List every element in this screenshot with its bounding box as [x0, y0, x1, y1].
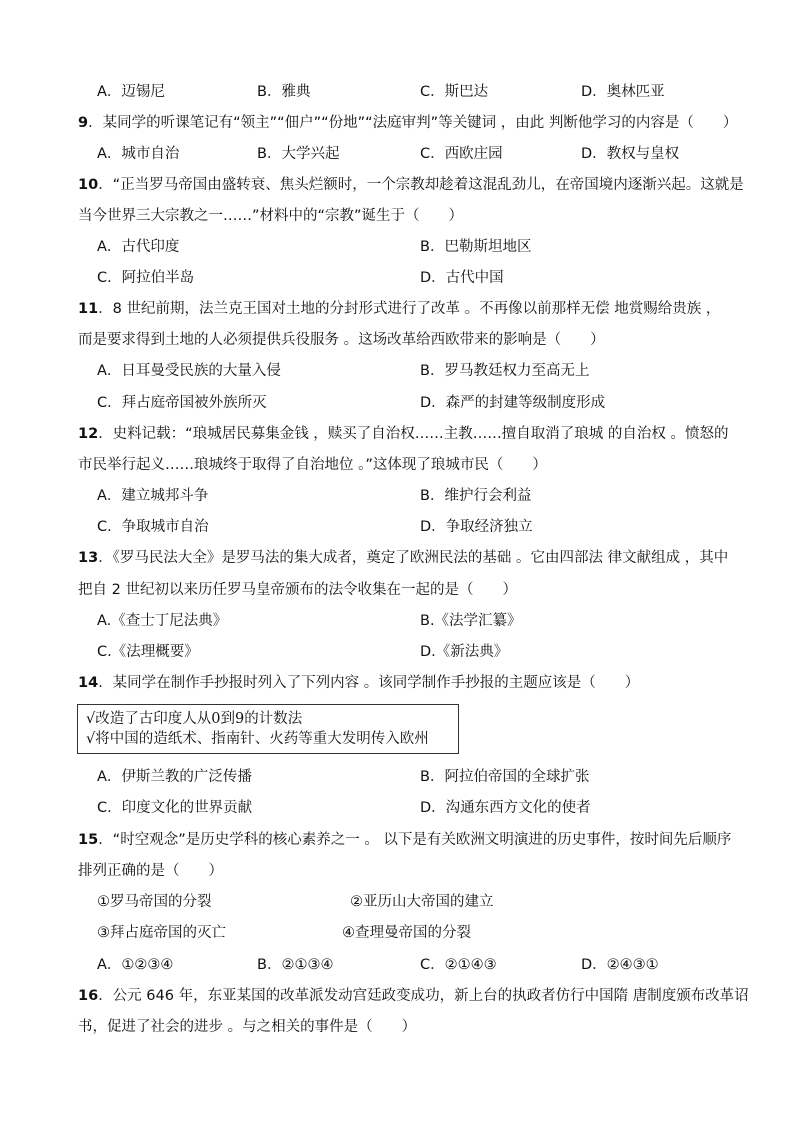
- q8-option-b: B．雅典: [257, 84, 311, 100]
- q10-number: 10: [78, 177, 99, 193]
- q9-option-b: B．大学兴起: [257, 146, 340, 162]
- q10-stem-line2: 当今世界三大宗教之一……”材料中的“宗教”诞生于（ ）: [78, 208, 464, 224]
- q15-option-a: A．①②③④: [97, 957, 174, 973]
- q15-event-4: ④查理曼帝国的分裂: [342, 925, 471, 941]
- q13-number: 13: [78, 550, 99, 566]
- q16-stem-line2: 书，促进了社会的进步 。与之相关的事件是（ ）: [78, 1019, 417, 1035]
- q11-number: 11: [78, 301, 99, 317]
- q15-option-d: D．②④③①: [581, 957, 659, 973]
- q15-stem-line1: [78, 830, 731, 850]
- q8-option-a: A．迈锡尼: [97, 84, 165, 100]
- q14-option-d: D．沟通东西方文化的使者: [420, 800, 591, 816]
- q15-stem-line2: 排列正确的是（ ）: [78, 863, 223, 879]
- q10-option-d: D．古代中国: [420, 270, 504, 286]
- q11-option-c: C．拜占庭帝国被外族所灭: [97, 395, 267, 411]
- q10-option-a: A．古代印度: [97, 239, 180, 255]
- q11-text-1: ．8 世纪前期，法兰克王国对土地的分封形式进行了改革 。不再像以前那样无偿 地赏赐给贵族 ，: [98, 301, 721, 317]
- q10-option-b: B．巴勒斯坦地区: [420, 239, 532, 255]
- q13-stem-line1: [78, 548, 728, 568]
- q15-option-c: C．②①④③: [420, 957, 497, 973]
- q15-event-3: ③拜占庭帝国的灭亡: [97, 925, 226, 941]
- q12-text-1: ．史料记载：“琅城居民募集金钱 ，赎买了自治权……主教……擅自取消了琅城 的自治权 。愤怒的: [98, 426, 729, 442]
- q9-stem: [78, 113, 737, 133]
- q11-stem-line2: 而是要求得到土地的人必须提供兵役服务 。这场改革给西欧带来的影响是（ ）: [78, 332, 605, 348]
- q12-option-b: B．维护行会利益: [420, 488, 532, 504]
- q9-option-d: D．教权与皇权: [581, 146, 680, 162]
- q11-option-a: A．日耳曼受民族的大量入侵: [97, 363, 281, 379]
- q15-event-2: ②亚历山大帝国的建立: [350, 894, 494, 910]
- q16-text-1: ．公元 646 年，东亚某国的改革派发动宫廷政变成功，新上台的执政者仿行中国隋 唐制度颁布改革诏: [98, 988, 749, 1004]
- q11-option-b: B．罗马教廷权力至高无上: [420, 363, 590, 379]
- q14-material-line2: √将中国的造纸术、指南针、火药等重大发明传入欧州: [86, 731, 429, 747]
- q10-text-1: ．“正当罗马帝国由盛转衰、焦头烂额时，一个宗教却趁着这混乱劲儿，在帝国境内逐渐兴起。这就是: [98, 177, 744, 193]
- q12-stem-line2: 市民举行起义……琅城终于取得了自治地位 。”这体现了琅城市民（ ）: [78, 457, 547, 473]
- q10-stem-line1: [78, 175, 744, 195]
- q15-event-1: ①罗马帝国的分裂: [97, 894, 212, 910]
- q12-option-a: A．建立城邦斗争: [97, 488, 209, 504]
- q13-option-c: C.《法理概要》: [97, 644, 199, 660]
- q12-option-c: C．争取城市自治: [97, 519, 209, 535]
- q11-stem-line1: [78, 299, 720, 319]
- q8-option-d: D．奥林匹亚: [581, 84, 665, 100]
- q12-option-d: D．争取经济独立: [420, 519, 533, 535]
- q9-option-a: A．城市自治: [97, 146, 180, 162]
- q14-option-b: B．阿拉伯帝国的全球扩张: [420, 769, 590, 785]
- q12-stem-line1: [78, 424, 729, 444]
- q10-option-c: C．阿拉伯半岛: [97, 270, 195, 286]
- q13-option-a: A.《查士丁尼法典》: [97, 613, 228, 629]
- q14-stem: [78, 673, 639, 693]
- q9-text: ．某同学的听课笔记有“领主”“佃户”“份地”“法庭审判”等关键词 ，由此 判断他学习的内容是（ ）: [88, 115, 738, 131]
- q16-stem-line1: [78, 986, 749, 1006]
- q15-number: 15: [78, 832, 99, 848]
- q12-number: 12: [78, 426, 99, 442]
- q9-number: 9: [78, 115, 89, 131]
- q14-material-box: [77, 704, 459, 754]
- q8-option-c: C．斯巴达: [420, 84, 489, 100]
- q14-number: 14: [78, 675, 99, 691]
- q14-material-line1: √改造了古印度人从0到9的计数法: [86, 711, 303, 727]
- q13-option-b: B.《法学汇纂》: [420, 613, 522, 629]
- q16-number: 16: [78, 988, 99, 1004]
- q13-stem-line2: 把自 2 世纪初以来历任罗马皇帝颁布的法令收集在一起的是（ ）: [78, 582, 517, 598]
- q14-option-c: C．印度文化的世界贡献: [97, 800, 253, 816]
- q15-text-1: ．“时空观念”是历史学科的核心素养之一 。 以下是有关欧洲文明演进的历史事件，按时间先后顺序: [98, 832, 732, 848]
- q13-option-d: D.《新法典》: [420, 644, 509, 660]
- q14-text: ．某同学在制作手抄报时列入了下列内容 。该同学制作手抄报的主题应该是（ ）: [98, 675, 640, 691]
- q11-option-d: D．森严的封建等级制度形成: [420, 395, 606, 411]
- q13-text-1: ．《罗马民法大全》是罗马法的集大成者，奠定了欧洲民法的基础 。它由四部法 律文献组成 ，其中: [98, 550, 729, 566]
- q15-option-b: B．②①③④: [257, 957, 334, 973]
- q14-option-a: A．伊斯兰教的广泛传播: [97, 769, 252, 785]
- q9-option-c: C．西欧庄园: [420, 146, 503, 162]
